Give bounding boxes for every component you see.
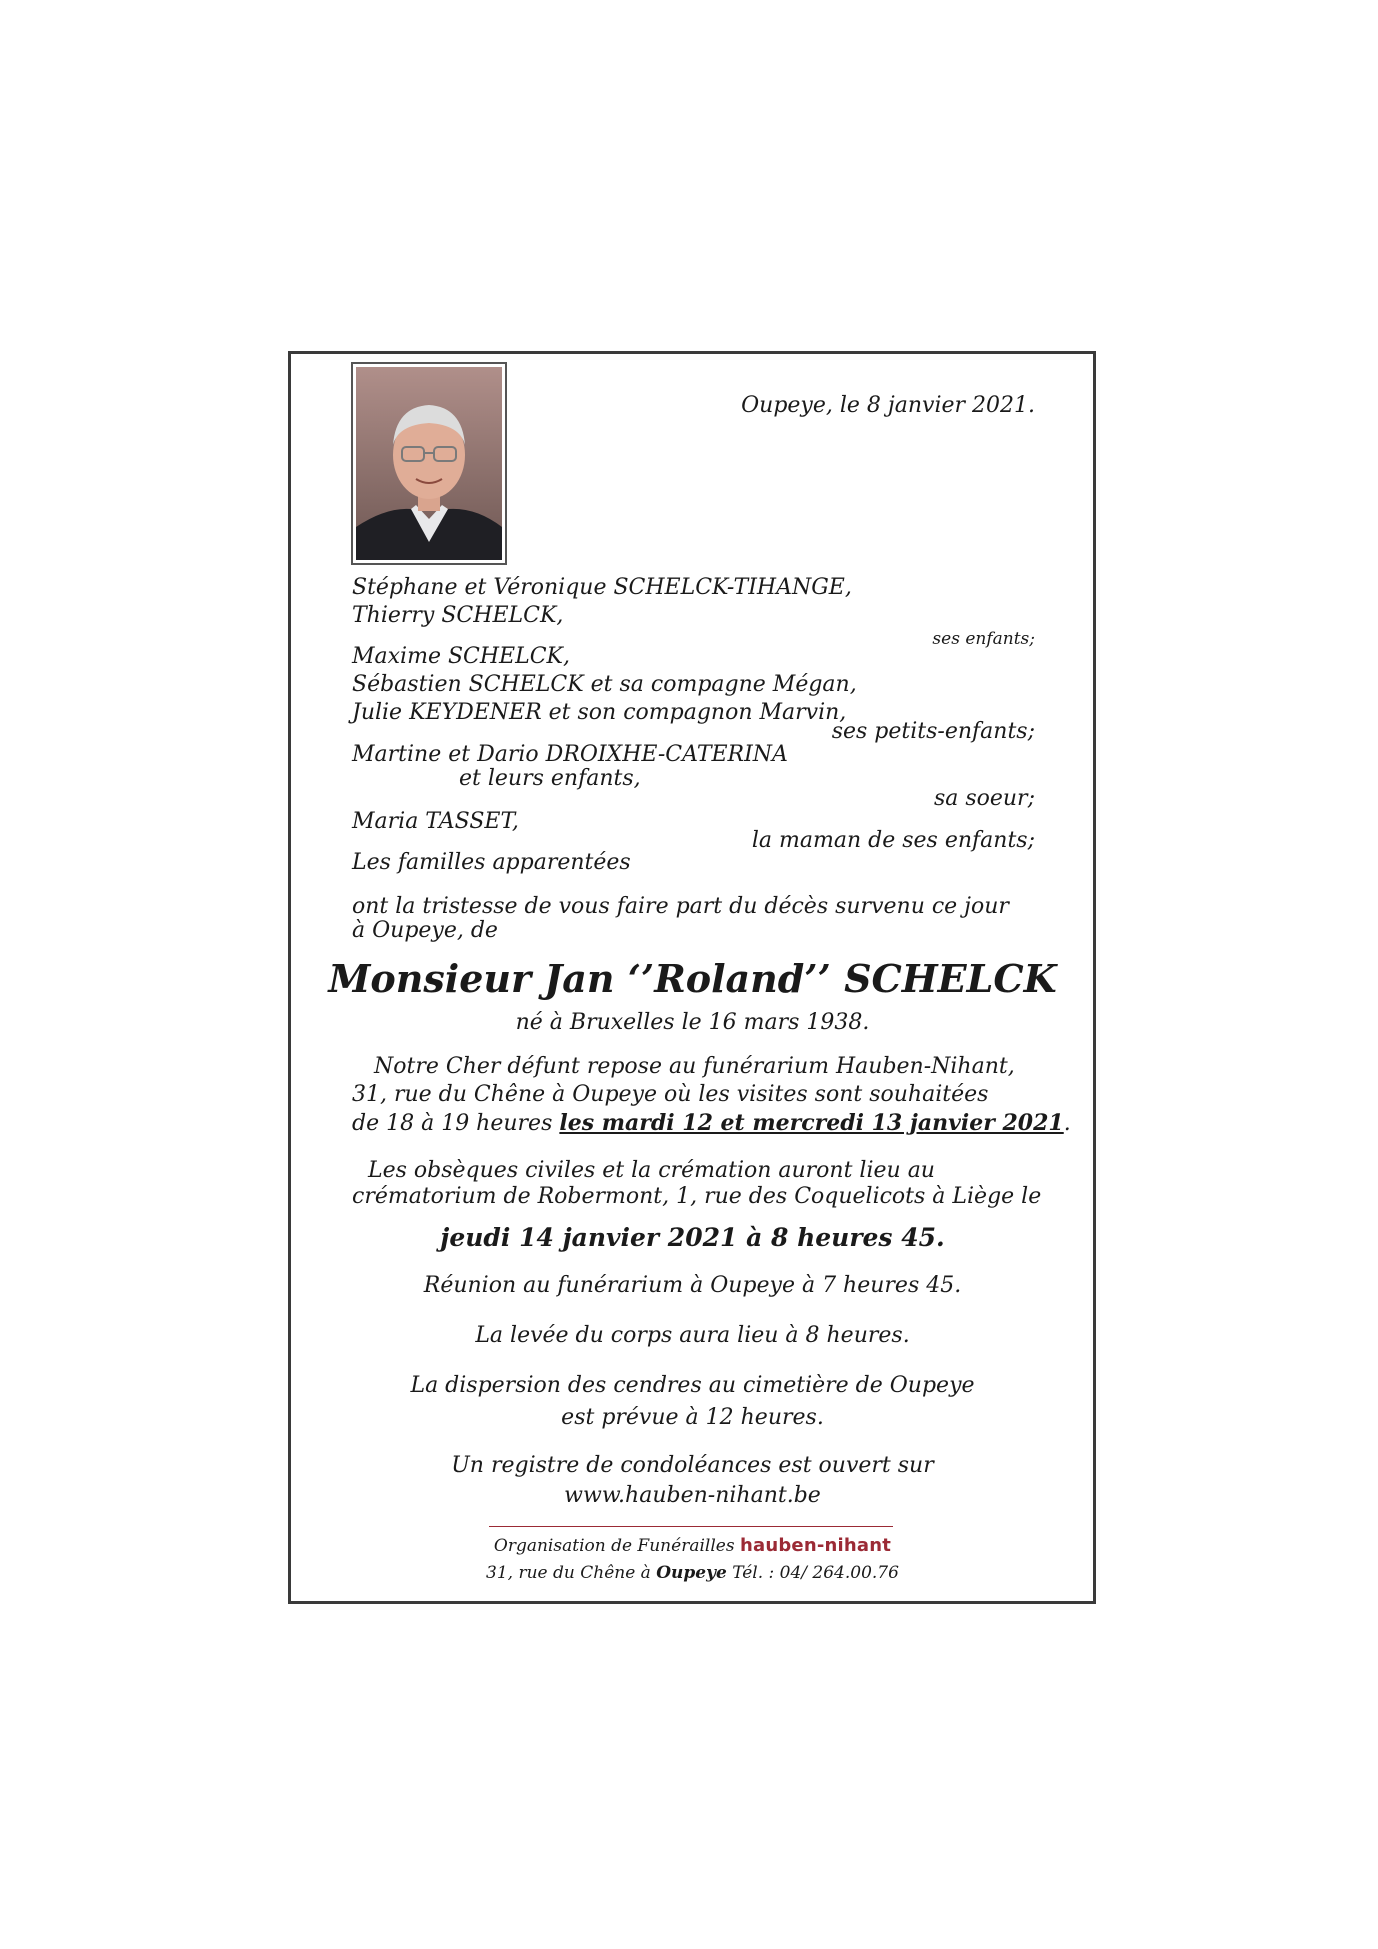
grandchildren-line-2: Sébastien SCHELCK et sa compagne Mégan, [352, 672, 857, 697]
levee-info: La levée du corps aura lieu à 8 heures. [475, 1323, 910, 1348]
sister-line-2: et leurs enfants, [459, 766, 641, 791]
footer-organisation [300, 1534, 1085, 1558]
registry-line-1: Un registre de condoléances est ouvert sur [451, 1453, 934, 1478]
meeting-info: Réunion au funérarium à Oupeye à 7 heures 45. [423, 1273, 962, 1298]
funeral-line-2: crématorium de Robermont, 1, rue des Coquelicots à Liège le [352, 1184, 1042, 1209]
dispersion-line-2: est prévue à 12 heures. [561, 1405, 824, 1430]
deceased-name: Monsieur Jan ‘’Roland’’ SCHELCK [328, 956, 1057, 1001]
grandchildren-line-3: Julie KEYDENER et son compagnon Marvin, [352, 700, 847, 725]
footer-address [300, 1561, 1085, 1585]
registry-url[interactable]: www.hauben-nihant.be [564, 1483, 821, 1508]
birth-info: né à Bruxelles le 16 mars 1938. [515, 1010, 870, 1035]
announcement-line-1: ont la tristesse de vous faire part du décès survenu ce jour [352, 894, 1009, 919]
footer-town: Oupeye [656, 1563, 727, 1583]
visits-line-1: Notre Cher défunt repose au funérarium Hauben-Nihant, [374, 1054, 1015, 1079]
visits-dates: les mardi 12 et mercredi 13 janvier 2021 [559, 1110, 1064, 1136]
portrait-photo [351, 362, 507, 565]
sister-line-1: Martine et Dario DROIXHE-CATERINA [352, 742, 788, 767]
footer-street: 31, rue du Chêne à [486, 1563, 657, 1583]
place-date: Oupeye, le 8 janvier 2021. [741, 393, 1035, 418]
families-line: Les familles apparentées [352, 850, 631, 875]
brand-logo: hauben-nihant [739, 1535, 892, 1556]
funeral-line-1: Les obsèques civiles et la crémation auront lieu au [368, 1158, 935, 1183]
children-role: ses enfants; [932, 629, 1035, 649]
footer-phone: Tél. : 04/ 264.00.76 [726, 1563, 899, 1583]
funeral-date: jeudi 14 janvier 2021 à 8 heures 45. [440, 1223, 945, 1252]
children-line-2: Thierry SCHELCK, [352, 603, 564, 628]
visits-hours: de 18 à 19 heures [352, 1111, 560, 1136]
dispersion-line-1: La dispersion des cendres au cimetière de Oupeye [410, 1373, 975, 1398]
portrait-image [356, 367, 502, 560]
grandchildren-role: ses petits-enfants; [831, 719, 1035, 744]
children-line-1: Stéphane et Véronique SCHELCK-TIHANGE, [352, 575, 852, 600]
footer-divider [489, 1526, 893, 1527]
visits-line-2: 31, rue du Chêne à Oupeye où les visites sont souhaitées [352, 1082, 989, 1107]
visits-period: . [1063, 1111, 1071, 1136]
announcement-line-2: à Oupeye, de [352, 918, 498, 943]
grandchildren-line-1: Maxime SCHELCK, [352, 644, 570, 669]
mother-role: la maman de ses enfants; [751, 828, 1035, 853]
footer-org-label: Organisation de Funérailles [493, 1536, 740, 1556]
mother-line: Maria TASSET, [352, 809, 519, 834]
visits-line-3 [352, 1109, 1071, 1138]
sister-role: sa soeur; [933, 786, 1035, 811]
